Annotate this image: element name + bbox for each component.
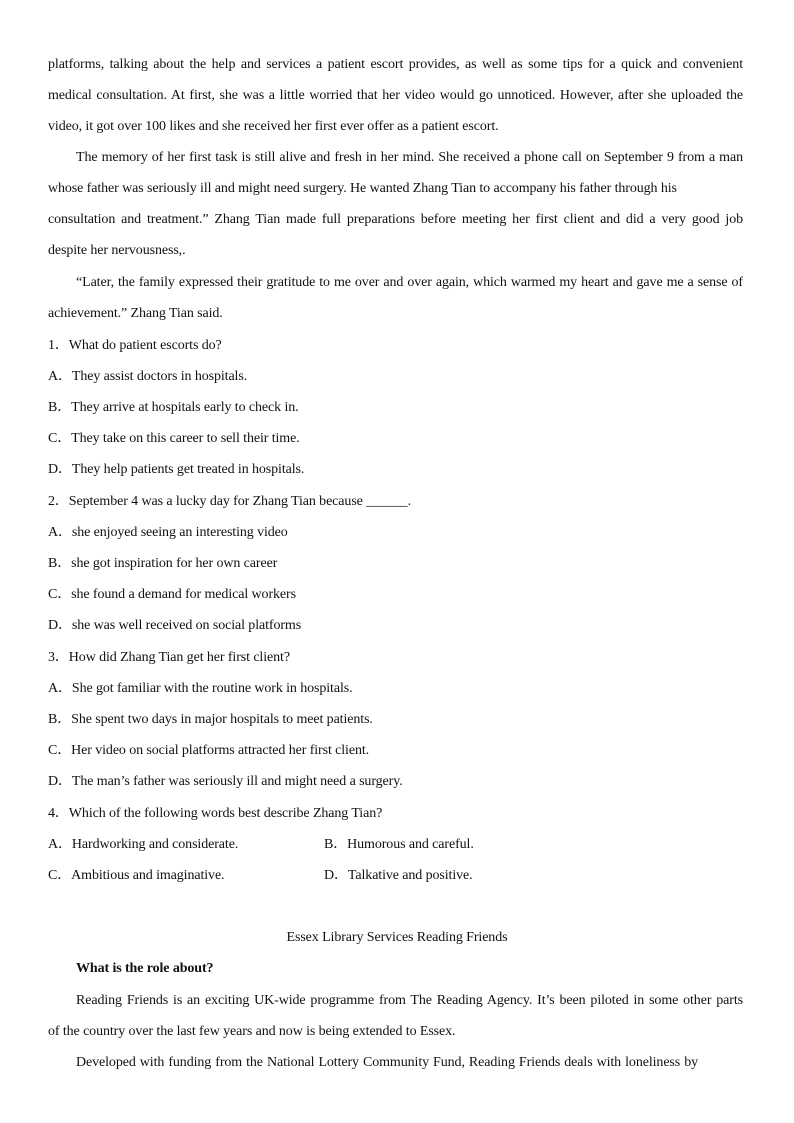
passage-line: Reading Friends is an exciting UK-wide programme from The Reading Agency. It’s been piloted in some other parts (76, 993, 743, 1008)
question-stem: 3．How did Zhang Tian get her first client? (48, 650, 290, 665)
passage-line: whose father was seriously ill and might need surgery. He wanted Zhang Tian to accompany his father through his (48, 181, 677, 196)
question-option: D．she was well received on social platforms (48, 618, 302, 633)
passage-title: Essex Library Services Reading Friends (286, 930, 508, 945)
section-heading: What is the role about? (76, 961, 214, 976)
passage-line: Developed with funding from the National Lottery Community Fund, Reading Friends deals with loneliness by (76, 1055, 698, 1070)
passage-line: despite her nervousness,. (48, 243, 186, 258)
question-option: C．Ambitious and imaginative. (48, 868, 225, 883)
question-option: C．she found a demand for medical workers (48, 587, 296, 602)
passage-line: medical consultation. At first, she was a little worried that her video would go unnoticed. However, after she uploaded the (48, 88, 743, 103)
passage-line: “Later, the family expressed their gratitude to me over and over again, which warmed my heart and gave me a sense of (76, 275, 743, 290)
question-option: C．Her video on social platforms attracted her first client. (48, 743, 370, 758)
question-option: A．Hardworking and considerate. (48, 837, 239, 852)
question-option: A．she enjoyed seeing an interesting video (48, 525, 288, 540)
question-option: C．They take on this career to sell their time. (48, 431, 300, 446)
question-stem: 4．Which of the following words best describe Zhang Tian? (48, 806, 383, 821)
question-option: B．She spent two days in major hospitals to meet patients. (48, 712, 373, 727)
question-option: B．They arrive at hospitals early to check in. (48, 400, 299, 415)
question-option: D．Talkative and positive. (324, 868, 473, 883)
passage-line: video, it got over 100 likes and she received her first ever offer as a patient escort. (48, 119, 499, 134)
question-stem: 1．What do patient escorts do? (48, 338, 222, 353)
passage-line: platforms, talking about the help and services a patient escort provides, as well as some tips for a quick and convenient (48, 57, 743, 72)
passage-line: achievement.” Zhang Tian said. (48, 306, 223, 321)
question-option: A．She got familiar with the routine work in hospitals. (48, 681, 353, 696)
passage-line: The memory of her first task is still alive and fresh in her mind. She received a phone call on September 9 from a man (76, 150, 743, 165)
question-option: A．They assist doctors in hospitals. (48, 369, 248, 384)
question-option: B．Humorous and careful. (324, 837, 474, 852)
passage-line: consultation and treatment.” Zhang Tian made full preparations before meeting her first client and did a very good job (48, 212, 743, 227)
question-stem: 2．September 4 was a lucky day for Zhang Tian because ______. (48, 494, 411, 509)
question-option: B．she got inspiration for her own career (48, 556, 278, 571)
question-option: D．The man’s father was seriously ill and might need a surgery. (48, 774, 403, 789)
question-option: D．They help patients get treated in hospitals. (48, 462, 305, 477)
passage-line: of the country over the last few years and now is being extended to Essex. (48, 1024, 456, 1039)
